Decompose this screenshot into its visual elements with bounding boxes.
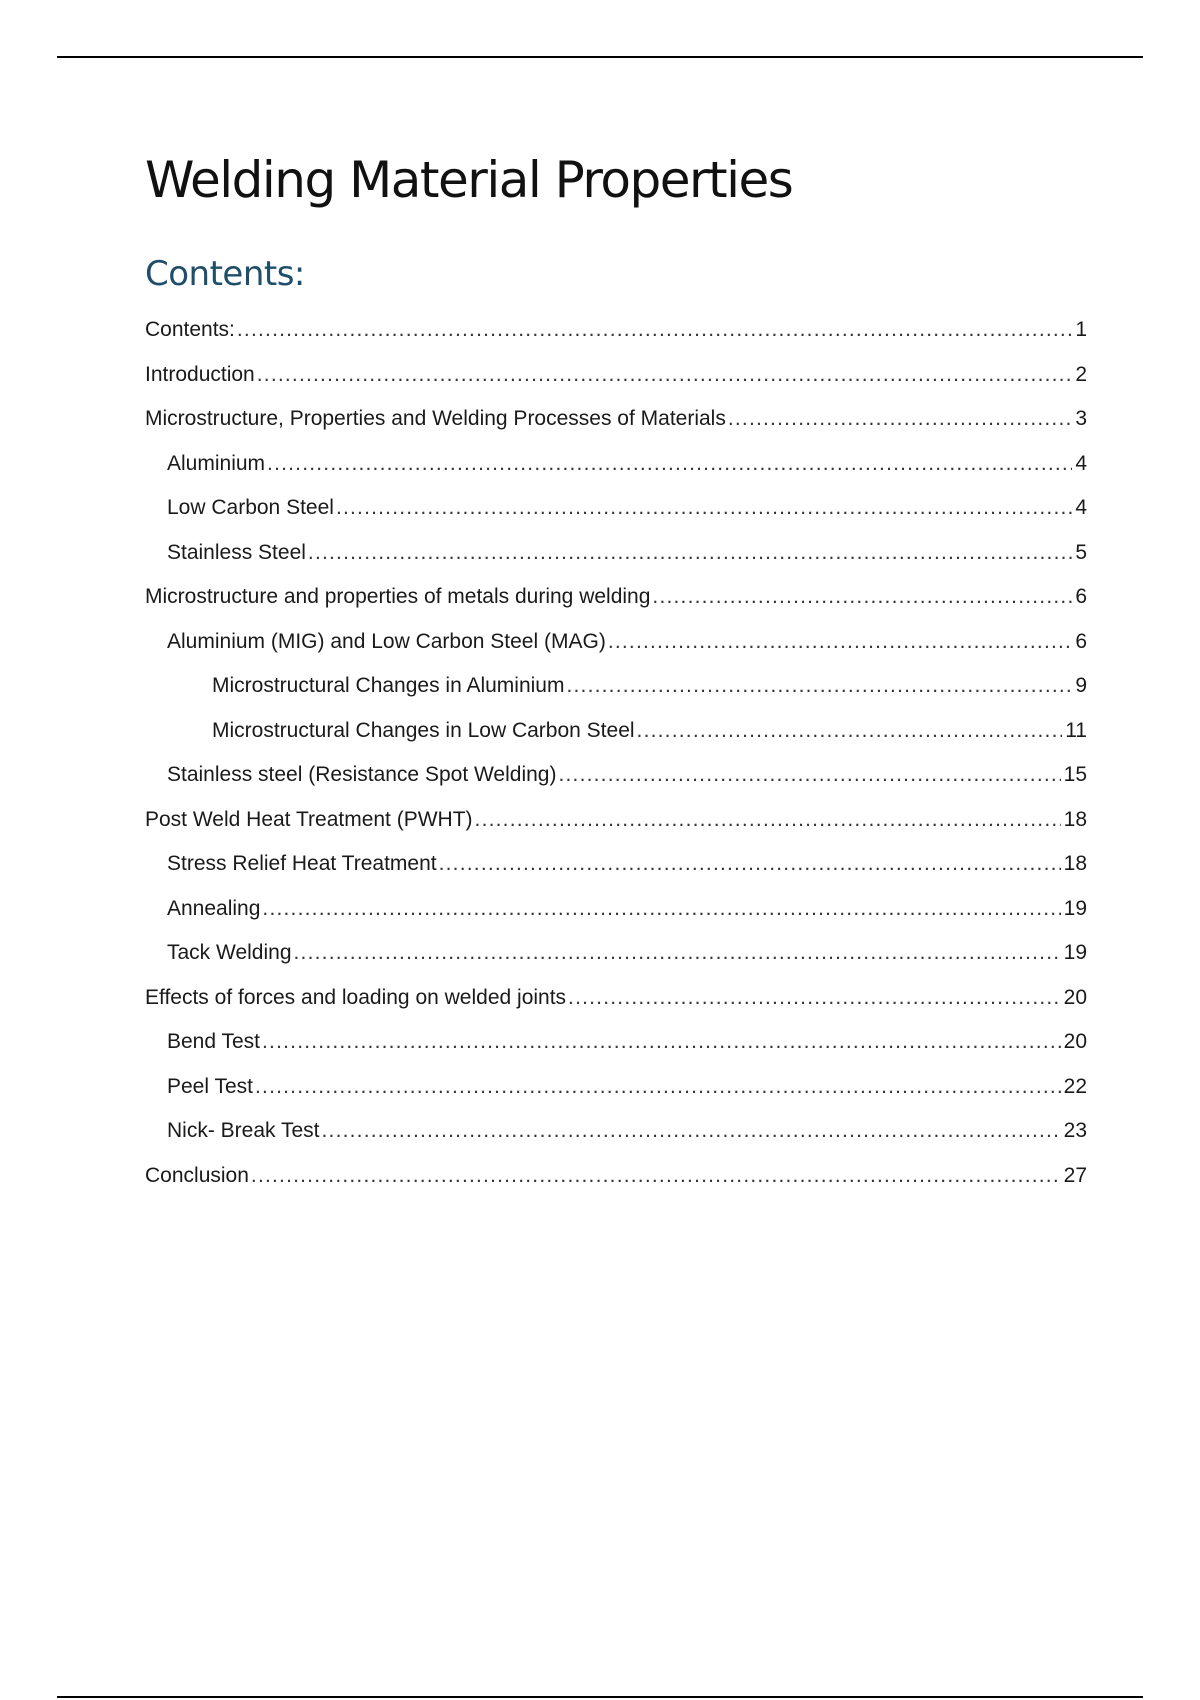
toc-dot-leader [608, 620, 1073, 665]
toc-dot-leader [262, 1020, 1061, 1065]
toc-entry[interactable] [145, 575, 1087, 620]
toc-entry-page-number: 1 [1075, 318, 1087, 341]
toc-entry-label: Stress Relief Heat Treatment [167, 852, 437, 875]
toc-entry-page-number: 4 [1075, 496, 1087, 519]
toc-entry[interactable] [145, 442, 1087, 487]
toc-entry-page-number: 3 [1075, 407, 1087, 430]
toc-entry-label: Nick- Break Test [167, 1119, 320, 1142]
toc-dot-leader [255, 1065, 1061, 1110]
toc-entry[interactable] [145, 308, 1087, 353]
toc-entry[interactable] [145, 486, 1087, 531]
toc-entry-label: Microstructure and properties of metals during welding [145, 585, 651, 608]
toc-entry[interactable] [145, 842, 1087, 887]
toc-entry[interactable] [145, 620, 1087, 665]
toc-dot-leader [308, 531, 1072, 576]
toc-entry-label: Aluminium [167, 451, 266, 475]
toc-entry-label: Effects of forces and loading on welded joints [145, 985, 567, 1009]
toc-entry[interactable] [145, 353, 1087, 398]
toc-entry-label: Microstructural Changes in Aluminium [212, 674, 565, 697]
toc-entry-page-number: 23 [1063, 1119, 1087, 1142]
toc-entry[interactable] [145, 976, 1087, 1021]
toc-heading: Contents: [145, 254, 305, 294]
toc-entry-page-number: 20 [1063, 985, 1087, 1009]
toc-entry-label: Post Weld Heat Treatment (PWHT) [145, 807, 473, 831]
toc-entry-label: Stainless Steel [167, 540, 306, 564]
toc-dot-leader [237, 308, 1072, 353]
header-rule [57, 56, 1143, 58]
toc-dot-leader [475, 798, 1061, 843]
toc-entry-label: Stainless steel (Resistance Spot Welding) [167, 763, 557, 786]
toc-entry[interactable] [145, 798, 1087, 843]
toc-dot-leader [566, 664, 1072, 709]
toc-entry-page-number: 27 [1063, 1163, 1087, 1187]
document-title: Welding Material Properties [145, 151, 793, 209]
toc-entry[interactable] [145, 1154, 1087, 1199]
toc-entry[interactable] [145, 531, 1087, 576]
toc-dot-leader [294, 931, 1061, 976]
toc-entry[interactable] [145, 709, 1087, 754]
toc-entry-label: Annealing [167, 896, 261, 920]
toc-dot-leader [637, 709, 1063, 754]
toc-entry-page-number: 19 [1063, 941, 1087, 964]
toc-entry-label: Aluminium (MIG) and Low Carbon Steel (MAG) [167, 629, 606, 653]
toc-entry[interactable] [145, 931, 1087, 976]
toc-dot-leader [267, 442, 1072, 487]
toc-dot-leader [558, 753, 1060, 798]
toc-entry-label: Contents: [145, 318, 235, 341]
toc-entry[interactable] [145, 1020, 1087, 1065]
toc-entry-page-number: 9 [1075, 674, 1087, 697]
toc-entry-label: Tack Welding [167, 941, 292, 964]
toc-dot-leader [652, 575, 1072, 620]
toc-entry-label: Bend Test [167, 1030, 261, 1053]
toc-dot-leader [336, 486, 1072, 531]
toc-entry[interactable] [145, 887, 1087, 932]
toc-entry-page-number: 22 [1063, 1074, 1087, 1098]
toc-entry-label: Low Carbon Steel [167, 496, 334, 519]
toc-entry[interactable] [145, 397, 1087, 442]
toc-entry-page-number: 6 [1075, 585, 1087, 608]
toc-entry-label: Microstructure, Properties and Welding Processes of Materials [145, 407, 726, 430]
toc-entry-page-number: 18 [1063, 852, 1087, 875]
toc-dot-leader [322, 1109, 1061, 1154]
toc-entry[interactable] [145, 1065, 1087, 1110]
toc-dot-leader [728, 397, 1072, 442]
toc-entry-label: Introduction [145, 362, 255, 386]
toc-dot-leader [257, 353, 1073, 398]
footer-rule [57, 1696, 1143, 1698]
toc-entry-page-number: 18 [1063, 807, 1087, 831]
toc-entry-page-number: 19 [1063, 896, 1087, 920]
toc-entry-page-number: 11 [1065, 718, 1087, 742]
toc-entry-label: Peel Test [167, 1074, 253, 1098]
table-of-contents [145, 308, 1087, 1198]
toc-entry[interactable] [145, 1109, 1087, 1154]
toc-dot-leader [568, 976, 1061, 1021]
toc-entry-page-number: 20 [1063, 1030, 1087, 1053]
toc-entry-page-number: 15 [1063, 763, 1087, 786]
toc-entry-label: Microstructural Changes in Low Carbon Steel [212, 718, 635, 742]
toc-dot-leader [262, 887, 1060, 932]
toc-dot-leader [439, 842, 1061, 887]
toc-entry-page-number: 6 [1075, 629, 1087, 653]
toc-entry[interactable] [145, 753, 1087, 798]
toc-dot-leader [251, 1154, 1061, 1199]
toc-entry-page-number: 4 [1075, 451, 1087, 475]
toc-entry-page-number: 2 [1075, 362, 1087, 386]
toc-entry[interactable] [145, 664, 1087, 709]
toc-entry-page-number: 5 [1075, 540, 1087, 564]
toc-entry-label: Conclusion [145, 1163, 249, 1187]
